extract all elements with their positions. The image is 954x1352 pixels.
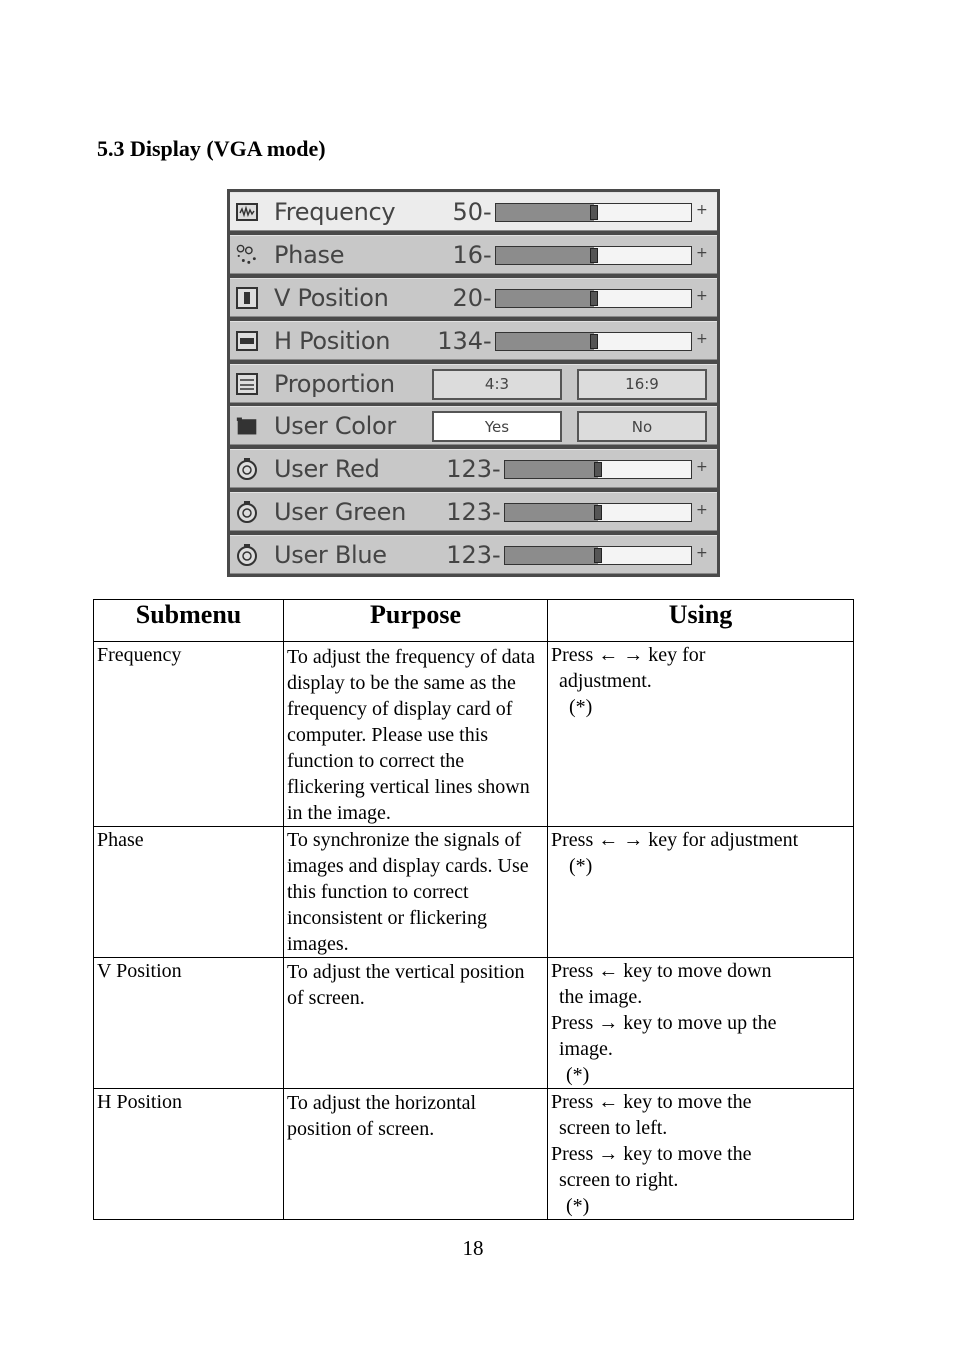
header-using: Using <box>548 600 854 642</box>
using-cell <box>548 827 854 958</box>
using-line: the image. <box>559 986 643 1008</box>
slider-knob[interactable] <box>590 205 598 220</box>
table-row <box>94 958 854 1089</box>
proportion-icon <box>236 373 258 395</box>
osd-label: V Position <box>274 283 389 312</box>
slider-fill <box>505 504 598 521</box>
osd-label: Proportion <box>274 369 395 398</box>
table-header-row <box>94 600 854 642</box>
submenu-cell: Frequency <box>94 642 284 827</box>
osd-slider[interactable] <box>495 246 692 265</box>
user-blue-icon <box>236 544 258 566</box>
osd-row-user-blue[interactable] <box>230 535 717 574</box>
using-cell <box>548 642 854 827</box>
osd-label: User Color <box>274 412 396 441</box>
slider-knob[interactable] <box>590 334 598 349</box>
osd-plus: + <box>696 202 708 218</box>
osd-minus: - <box>483 283 492 312</box>
slider-knob[interactable] <box>590 248 598 263</box>
section-heading: 5.3 Display (VGA mode) <box>97 136 326 161</box>
osd-slider[interactable] <box>504 546 692 565</box>
using-line: Press ← → key for adjustment <box>551 829 799 851</box>
slider-knob[interactable] <box>594 505 602 520</box>
using-line: adjustment. <box>559 670 652 692</box>
osd-row-v-position[interactable] <box>230 278 717 317</box>
osd-value: 123 <box>446 541 492 570</box>
using-note: (*) <box>569 696 593 718</box>
osd-label: Frequency <box>274 198 396 226</box>
using-line: screen to left. <box>559 1117 668 1139</box>
using-line: Press ← → key for <box>551 644 706 666</box>
osd-option-button[interactable]: 16:9 <box>577 369 707 400</box>
osd-plus: + <box>696 330 708 347</box>
using-line: Press ← key to move down <box>551 960 772 982</box>
using-cell <box>548 1089 854 1220</box>
page-number: 18 <box>462 1236 484 1260</box>
slider-knob[interactable] <box>594 548 602 563</box>
osd-value: 50 <box>452 198 483 226</box>
using-line: image. <box>559 1038 613 1060</box>
slider-fill <box>496 204 594 221</box>
osd-plus: + <box>696 244 708 261</box>
osd-row-proportion[interactable] <box>230 364 717 403</box>
osd-slider[interactable] <box>504 460 692 479</box>
v-position-icon <box>236 287 258 309</box>
osd-row-h-position[interactable] <box>230 321 717 360</box>
osd-minus: - <box>492 455 501 484</box>
osd-row-user-color[interactable] <box>230 406 717 445</box>
osd-option-button[interactable]: 4:3 <box>432 369 562 400</box>
slider-fill <box>505 547 598 564</box>
using-line: Press ← key to move the <box>551 1091 752 1113</box>
purpose-cell: To adjust the vertical position of screen. <box>284 958 548 1089</box>
using-line: screen to right. <box>559 1169 679 1191</box>
frequency-icon <box>236 201 258 223</box>
table-row <box>94 1089 854 1220</box>
submenu-cell: Phase <box>94 827 284 958</box>
slider-fill <box>496 333 594 350</box>
osd-label: User Blue <box>274 541 387 570</box>
slider-fill <box>496 247 594 264</box>
using-cell <box>548 958 854 1089</box>
slider-fill <box>505 461 598 478</box>
table-row <box>94 642 854 827</box>
using-note: (*) <box>569 855 593 877</box>
osd-plus: + <box>696 287 708 304</box>
osd-minus: - <box>492 498 501 527</box>
osd-option-button[interactable]: Yes <box>432 411 562 442</box>
user-green-icon <box>236 501 258 523</box>
purpose-cell: To adjust the horizontal position of screen. <box>284 1089 548 1220</box>
using-note: (*) <box>566 1064 590 1086</box>
osd-minus: - <box>492 541 501 570</box>
purpose-cell: To synchronize the signals of images and display cards. Use this function to correct inconsistent or flickering images. <box>284 827 548 958</box>
header-submenu: Submenu <box>94 600 284 642</box>
osd-minus: - <box>483 240 492 269</box>
submenu-table <box>93 599 854 1220</box>
slider-knob[interactable] <box>590 291 598 306</box>
slider-knob[interactable] <box>594 462 602 477</box>
osd-row-frequency[interactable] <box>230 192 717 231</box>
using-note: (*) <box>566 1195 590 1217</box>
using-line: Press → key to move the <box>551 1143 752 1165</box>
osd-label: H Position <box>274 326 391 355</box>
osd-row-user-green[interactable] <box>230 492 717 531</box>
osd-value: 20 <box>452 283 483 312</box>
osd-plus: + <box>696 459 708 476</box>
table-row <box>94 827 854 958</box>
submenu-cell: V Position <box>94 958 284 1089</box>
osd-value: 123 <box>446 455 492 484</box>
phase-icon <box>236 244 258 266</box>
osd-plus: + <box>696 545 708 562</box>
osd-value: 123 <box>446 498 492 527</box>
osd-plus: + <box>696 502 708 519</box>
header-purpose: Purpose <box>284 600 548 642</box>
osd-minus: - <box>483 326 492 355</box>
osd-row-user-red[interactable] <box>230 449 717 488</box>
slider-fill <box>496 290 594 307</box>
osd-slider[interactable] <box>504 503 692 522</box>
osd-slider[interactable] <box>495 203 692 222</box>
submenu-cell: H Position <box>94 1089 284 1220</box>
osd-value: 134 <box>437 326 483 355</box>
osd-label: User Red <box>274 455 380 484</box>
using-line: Press → key to move up the <box>551 1012 777 1034</box>
osd-label: User Green <box>274 498 407 527</box>
user-red-icon <box>236 458 258 480</box>
osd-row-phase[interactable] <box>230 235 717 274</box>
purpose-cell: To adjust the frequency of data display to be the same as the frequency of display card of computer. Please use this function to correct the flickering vertical lines shown in the image. <box>284 642 548 827</box>
osd-value: 16 <box>452 240 483 269</box>
osd-label: Phase <box>274 240 345 269</box>
osd-menu <box>227 189 720 577</box>
h-position-icon <box>236 330 258 352</box>
user-color-icon <box>236 415 258 437</box>
osd-minus: - <box>483 198 492 226</box>
osd-slider[interactable] <box>495 289 692 308</box>
osd-option-button[interactable]: No <box>577 411 707 442</box>
osd-slider[interactable] <box>495 332 692 351</box>
